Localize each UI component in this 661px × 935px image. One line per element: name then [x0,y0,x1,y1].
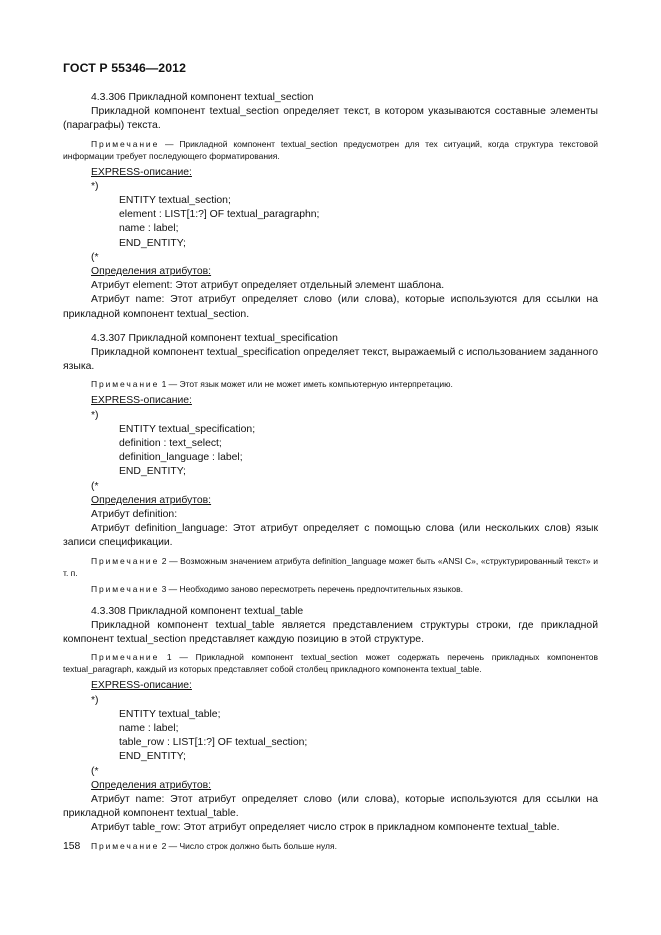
section-heading: 4.3.306 Прикладной компонент textual_section [91,92,314,103]
note-text: — Прикладной компонент textual_section предусмотрен для тех ситуаций, когда структура текстовой информации требует последующего форматирования. [63,138,598,161]
note [63,840,598,852]
note-text: 2 — Число строк должно быть больше нуля. [159,840,337,851]
note-label: Примечание [91,379,160,390]
page-content [63,91,598,852]
attr-definition: Атрибут definition_language: Этот атрибут определяет с помощью слова (или нескольких слов) язык записи спецификации. [63,523,598,549]
note-text: 1 — Прикладной компонент textual_section может содержать перечень прикладных компонентов textual_paragraph, каждый из которых представляет собой столбец прикладного компонента textual_table. [63,652,598,675]
section-4-3-307 [63,332,598,595]
note-label: Примечание [91,138,160,149]
note [63,555,598,579]
note [63,583,598,595]
note-text: 3 — Необходимо заново пересмотреть перечень предпочтительных языков. [159,583,464,594]
express-label: EXPRESS-описание: [91,395,192,407]
express-label: EXPRESS-описание: [91,166,192,178]
section-heading: 4.3.308 Прикладной компонент textual_table [91,605,304,617]
code-line: element : LIST[1:?] OF textual_paragraphn; [119,209,320,221]
note [63,378,598,390]
note-label: Примечание [91,555,160,566]
code-line: name : label; [119,722,179,734]
express-label: EXPRESS-описание: [91,680,192,692]
express-open: *) [91,694,99,706]
section-heading: 4.3.307 Прикладной компонент textual_specification [91,332,338,344]
section-intro: Прикладной компонент textual_section определяет текст, в котором указываются составные элементы (параграфы) текста. [63,106,598,132]
attr-definition: Атрибут table_row: Этот атрибут определяет число строк в прикладном компоненте textual_table. [91,822,560,834]
section-intro: Прикладной компонент textual_table является представлением структуры строки, где прикладной компонент textual_section представляет каждую позицию в этой структуре. [63,619,598,646]
page-number: 158 [63,841,81,852]
section-4-3-306 [63,91,598,322]
note-label: Примечание [91,840,160,851]
express-close: (* [91,765,99,777]
express-open: *) [91,180,99,192]
attrs-label: Определения атрибутов: [91,266,212,278]
note-text: 2 — Возможным значением атрибута definition_language может быть «ANSI C», «структурированный текст» и т. п. [63,555,598,578]
attrs-label: Определения атрибутов: [91,779,212,791]
express-close: (* [91,480,99,492]
express-open: *) [91,409,99,421]
code-line: END_ENTITY; [119,466,186,478]
code-line: END_ENTITY; [119,751,186,763]
express-close: (* [91,251,99,263]
section-4-3-308 [63,605,598,852]
code-line: table_row : LIST[1:?] OF textual_section; [119,737,308,749]
code-line: ENTITY textual_table; [119,708,221,720]
attrs-label: Определения атрибутов: [91,494,212,506]
note [63,138,598,162]
code-line: END_ENTITY; [119,237,186,249]
attr-definition: Атрибут name: Этот атрибут определяет слово (или слова), которые используются для ссылки на прикладной компонент textual_table. [63,793,598,820]
code-line: name : label; [119,223,179,235]
attr-definition: Атрибут definition: [91,509,178,521]
code-line: definition : text_select; [119,438,222,450]
note-label: Примечание [91,652,160,663]
attr-definition: Атрибут name: Этот атрибут определяет слово (или слова), которые используются для ссылки на прикладной компонент textual_section. [63,294,598,320]
attr-definition: Атрибут element: Этот атрибут определяет отдельный элемент шаблона. [91,280,445,292]
code-line: ENTITY textual_specification; [119,423,256,435]
note-text: 1 — Этот язык может или не может иметь компьютерную интерпретацию. [159,379,453,390]
code-line: ENTITY textual_section; [119,195,231,207]
section-intro: Прикладной компонент textual_specification определяет текст, выражаемый с использованием заданного языка. [63,347,598,373]
note [63,651,598,675]
code-line: definition_language : label; [119,452,243,464]
note-label: Примечание [91,583,160,594]
running-header: ГОСТ Р 55346—2012 [63,61,187,75]
